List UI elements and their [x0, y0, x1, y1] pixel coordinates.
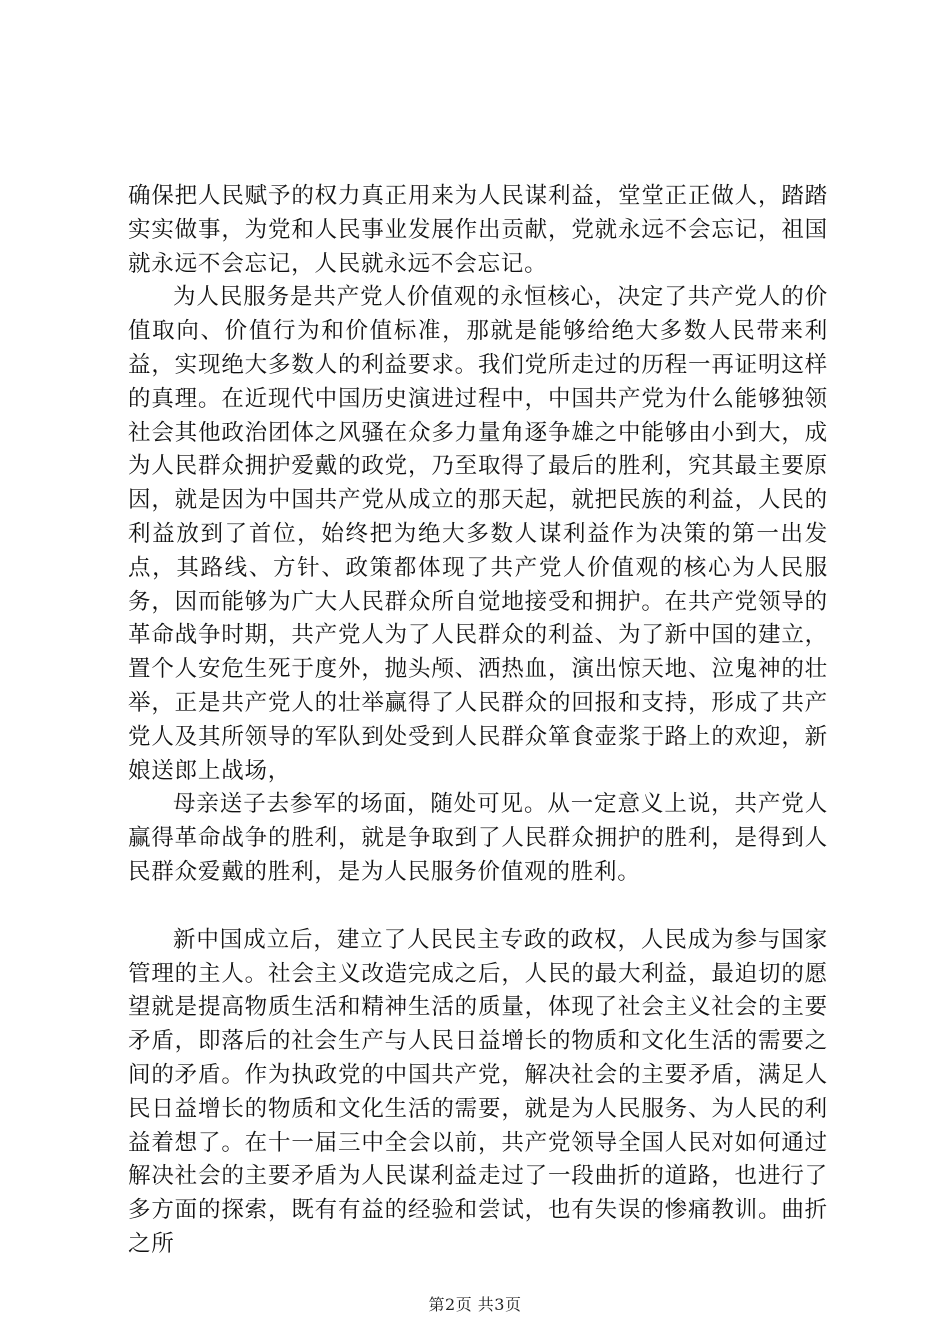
page-number-label: 第2页 共3页	[428, 1295, 522, 1314]
paragraph-core-value: 为人民服务是共产党人价值观的永恒核心，决定了共产党人的价值取向、价值行为和价值标准，那就是能够给绝大多数人民带来利益，实现绝大多数人的利益要求。我们党所走过的历程一再证明这样的真理。在近现代中国历史演进过程中，中国共产党为什么能够独领社会其他政治团体之风骚在众多力量角逐争雄之中能够由小到大，成为人民群众拥护爱戴的政党，乃至取得了最后的胜利，究其最主要原因，就是因为中国共产党从成立的那天起，就把民族的利益，人民的利益放到了首位，始终把为绝大多数人谋利益作为决策的第一出发点，其路线、方针、政策都体现了共产党人价值观的核心为人民服务，因而能够为广大人民群众所自觉地接受和拥护。在共产党领导的革命战争时期，共产党人为了人民群众的利益、为了新中国的建立，置个人安危生死于度外，抛头颅、洒热血，演出惊天地、泣鬼神的壮举，正是共产党人的壮举赢得了人民群众的回报和支持，形成了共产党人及其所领导的军队到处受到人民群众箪食壶浆于路上的欢迎，新娘送郎上战场，	[128, 284, 828, 784]
paragraph-continued: 确保把人民赋予的权力真正用来为人民谋利益，堂堂正正做人，踏踏实实做事，为党和人民事业发展作出贡献，党就永远不会忘记，祖国就永远不会忘记，人民就永远不会忘记。	[128, 183, 828, 277]
page-footer	[0, 1292, 950, 1315]
paragraph-new-china: 新中国成立后，建立了人民民主专政的政权，人民成为参与国家管理的主人。社会主义改造完成之后，人民的最大利益，最迫切的愿望就是提高物质生活和精神生活的质量，体现了社会主义社会的主要矛盾，即落后的社会生产与人民日益增长的物质和文化生活的需要之间的矛盾。作为执政党的中国共产党，解决社会的主要矛盾，满足人民日益增长的物质和文化生活的需要，就是为人民服务、为人民的利益着想了。在十一届三中全会以前，共产党领导全国人民对如何通过解决社会的主要矛盾为人民谋利益走过了一段曲折的道路，也进行了多方面的探索，既有有益的经验和尝试，也有失误的惨痛教训。曲折之所	[128, 926, 828, 1257]
paragraph-spacer	[128, 890, 828, 924]
paragraph-revolution-victory: 母亲送子去参军的场面，随处可见。从一定意义上说，共产党人赢得革命战争的胜利，就是争取到了人民群众拥护的胜利，是得到人民群众爱戴的胜利，是为人民服务价值观的胜利。	[128, 791, 828, 885]
document-body	[128, 180, 828, 1262]
